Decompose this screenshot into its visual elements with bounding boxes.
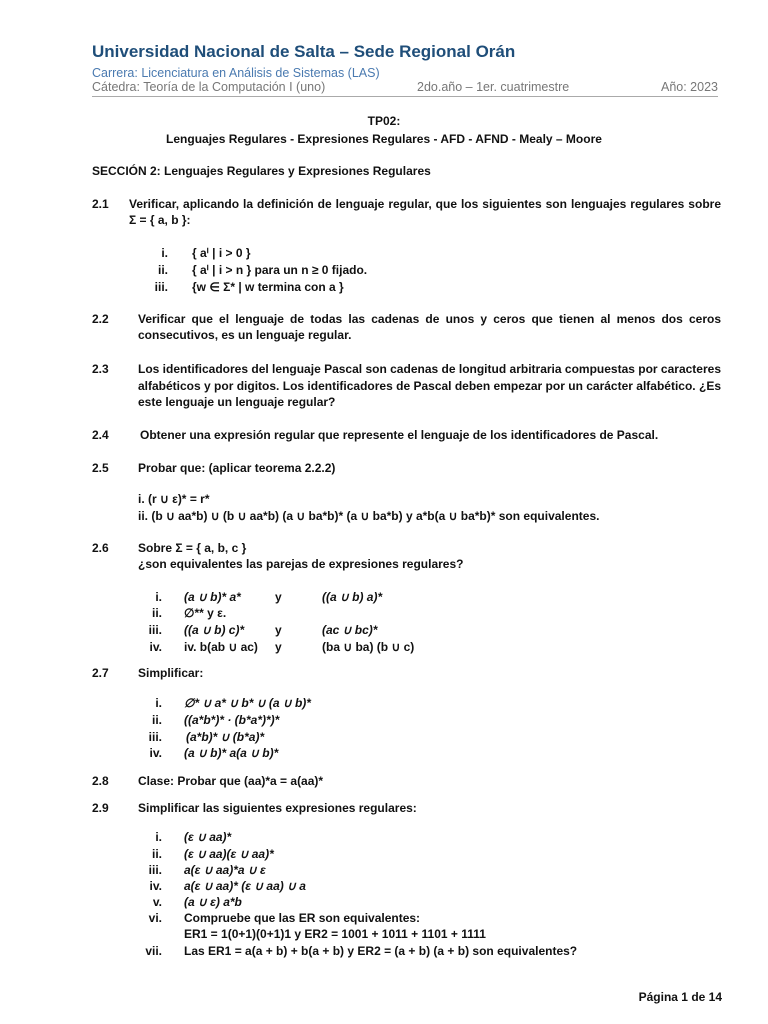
item-number: iv. <box>149 746 162 760</box>
item-number: v. <box>152 895 162 909</box>
item-text: ∅* ∪ a* ∪ b* ∪ (a ∪ b)* <box>184 696 311 710</box>
item-text: (ε ∪ aa)* <box>184 830 232 844</box>
section-title: SECCIÓN 2: Lenguajes Regulares y Expresiones Regulares <box>92 164 431 178</box>
item-text: ER1 = 1(0+1)(0+1)1 y ER2 = 1001 + 1011 + 1101 + 1111 <box>184 927 486 941</box>
item-number: iii. <box>148 863 162 877</box>
item-number: iii. <box>148 730 162 744</box>
item-number: i. <box>161 246 168 260</box>
item-y: y <box>275 640 282 654</box>
ex-text: consecutivos, es un lenguaje regular. <box>138 328 352 342</box>
item-text: ((a*b*)* · (b*a*)*)* <box>184 713 280 727</box>
item-number: ii. <box>151 606 162 620</box>
ex-text: Clase: Probar que (aa)*a = a(aa)* <box>138 774 324 788</box>
career-line: Carrera: Licenciatura en Análisis de Sistemas (LAS) <box>92 66 380 80</box>
item-text: a(ε ∪ aa)*a ∪ ε <box>184 863 266 877</box>
item-right: (ac ∪ bc)* <box>322 623 378 637</box>
item-text: Compruebe que las ER son equivalentes: <box>184 911 421 925</box>
year-level: 2do.año – 1er. cuatrimestre <box>417 80 570 94</box>
item-number: vii. <box>145 944 162 958</box>
item-y: y <box>275 623 282 637</box>
item-right: (ba ∪ ba) (b ∪ c) <box>322 640 415 654</box>
item-number: vi. <box>148 911 162 925</box>
ex-number: 2.7 <box>92 666 109 680</box>
ex-text: Verificar que el lenguaje de todas las cadenas de unos y ceros que tienen al menos dos ceros <box>138 312 721 326</box>
item-text: (a ∪ ε) a*b <box>184 895 242 909</box>
item-number: iv. <box>149 640 162 654</box>
ex-number: 2.9 <box>92 801 109 815</box>
year: Año: 2023 <box>660 80 718 94</box>
ex-text: Simplificar: <box>138 666 204 680</box>
item-text: (a ∪ b)* a(a ∪ b)* <box>184 746 279 760</box>
catedra: Cátedra: Teoría de la Computación I (uno) <box>92 80 326 94</box>
ex-text: alfabéticos y por digitos. Los identificadores de Pascal deben empezar por un carácter alfabético. ¿Es <box>138 379 721 393</box>
item-text: { aⁱ | i > 0 } <box>192 246 251 260</box>
item-text: i. (r ∪ ε)* = r* <box>138 492 210 506</box>
item-number: i. <box>155 830 162 844</box>
page-number: Página 1 de 14 <box>638 990 722 1004</box>
item-number: iii. <box>148 623 162 637</box>
ex-number: 2.1 <box>92 197 109 211</box>
ex-number: 2.8 <box>92 774 109 788</box>
ex-number: 2.2 <box>92 312 109 326</box>
ex-text: este lenguaje un lenguaje regular? <box>138 395 336 409</box>
ex-text: Los identificadores del lenguaje Pascal son cadenas de longitud arbitraria compuestas por caracteres <box>138 362 721 376</box>
item-left: (a ∪ b)* a* <box>184 590 241 604</box>
ex-text: Σ = { a, b }: <box>129 213 191 227</box>
item-left: iv. b(ab ∪ ac) <box>184 640 258 654</box>
item-text: ii. (b ∪ aa*b) ∪ (b ∪ aa*b) (a ∪ ba*b)* (a ∪ ba*b) y a*b(a ∪ ba*b)* son equivalentes. <box>138 509 600 523</box>
tp-code: TP02: <box>367 114 401 128</box>
ex-number: 2.3 <box>92 362 109 376</box>
ex-number: 2.6 <box>92 541 109 555</box>
item-number: ii. <box>157 263 168 277</box>
ex-text: Verificar, aplicando la definición de lenguaje regular, que los siguientes son lenguajes regulares sobre <box>129 197 721 211</box>
item-right: ((a ∪ b) a)* <box>322 590 383 604</box>
item-text: {w ∈ Σ* | w termina con a } <box>192 280 344 294</box>
item-text: (ε ∪ aa)(ε ∪ aa)* <box>184 847 274 861</box>
ex-text: Probar que: (aplicar teorema 2.2.2) <box>138 461 336 475</box>
item-text: (a*b)* ∪ (b*a)* <box>186 730 265 744</box>
item-number: ii. <box>151 713 162 727</box>
item-number: iv. <box>149 879 162 893</box>
item-number: ii. <box>151 847 162 861</box>
ex-number: 2.5 <box>92 461 109 475</box>
item-number: iii. <box>154 280 168 294</box>
item-text: a(ε ∪ aa)* (ε ∪ aa) ∪ a <box>184 879 306 893</box>
item-left: ((a ∪ b) c)* <box>184 623 245 637</box>
item-y: y <box>275 590 282 604</box>
ex-text: Obtener una expresión regular que represente el lenguaje de los identificadores de Pascal. <box>140 428 659 442</box>
tp-subtitle: Lenguajes Regulares - Expresiones Regulares - AFD - AFND - Mealy – Moore <box>166 132 602 146</box>
item-left: ∅** y ε. <box>184 606 227 620</box>
ex-text: Simplificar las siguientes expresiones regulares: <box>138 801 417 815</box>
item-text: Las ER1 = a(a + b) + b(a + b) y ER2 = (a + b) (a + b) son equivalentes? <box>184 944 578 958</box>
item-number: i. <box>155 696 162 710</box>
item-text: { aⁱ | i > n } para un n ≥ 0 fijado. <box>192 263 368 277</box>
ex-text: Sobre Σ = { a, b, c } <box>138 541 247 555</box>
item-number: i. <box>155 590 162 604</box>
ex-number: 2.4 <box>92 428 109 442</box>
ex-text: ¿son equivalentes las parejas de expresiones regulares? <box>138 557 464 571</box>
university-title: Universidad Nacional de Salta – Sede Regional Orán <box>92 42 516 61</box>
catedra-row <box>92 80 718 97</box>
